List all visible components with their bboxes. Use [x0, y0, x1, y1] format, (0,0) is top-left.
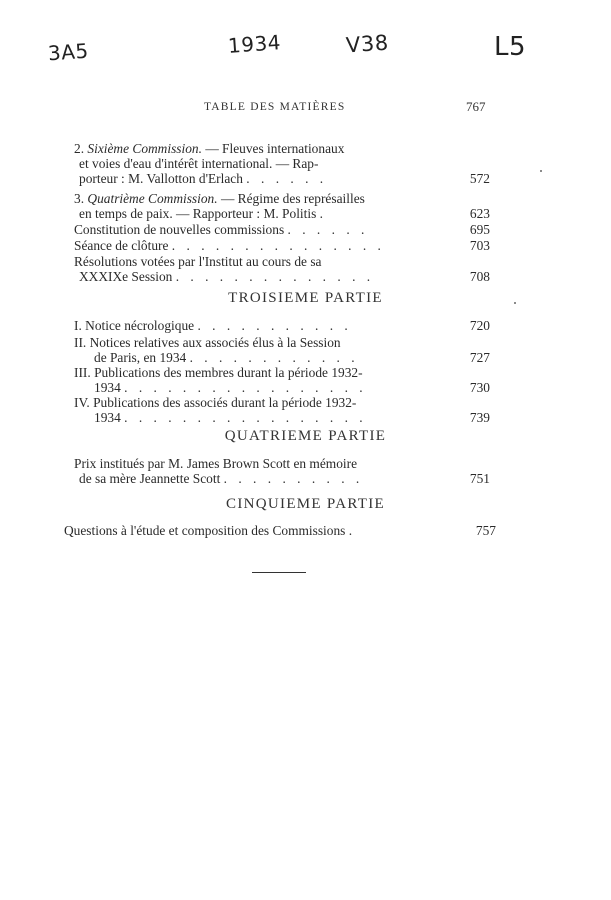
entry-line-text: XXXIXe Session: [79, 269, 173, 284]
leader-dots: . . . . . . . . . . . .: [189, 350, 359, 365]
entry-line-text: 1934: [94, 380, 121, 395]
entry-line: [74, 410, 446, 425]
handwritten-mark-call-number: 3A5: [47, 38, 90, 66]
page-number: 767: [466, 99, 486, 114]
scan-speck: [514, 302, 516, 304]
toc-entry: [74, 238, 490, 253]
handwritten-mark-shelf: L5: [494, 32, 527, 62]
entry-page-number: 623: [469, 206, 490, 221]
closing-rule: [252, 572, 306, 573]
entry-line: III. Publications des membres durant la période 1932-: [74, 365, 363, 380]
toc-block-commissions: [74, 141, 490, 284]
toc-entry: [74, 365, 490, 395]
entry-line: [74, 269, 446, 284]
section-heading-part5: CINQUIEME PARTIE: [226, 496, 385, 512]
toc-entry: [64, 523, 496, 538]
entry-page-number: 572: [469, 171, 490, 186]
entry-line: — Fleuves internationaux: [201, 141, 345, 156]
entry-line: Constitution de nouvelles commissions: [74, 222, 285, 237]
leader-dots: . . . . . . . . . . . . . . .: [171, 238, 385, 253]
entry-line-text: 1934: [94, 410, 121, 425]
section-heading-part3: TROISIEME PARTIE: [228, 290, 383, 306]
toc-block-part5: [64, 523, 496, 538]
leader-dots: . . . . . . . . . . .: [197, 318, 352, 333]
handwritten-mark-volume: V38: [345, 30, 390, 58]
leader-dots: . . . . . . . . . . . . . . . . .: [124, 380, 367, 395]
entry-line: — Régime des représailles: [217, 191, 365, 206]
entry-line-text: en temps de paix. — Rapporteur : M. Politis: [79, 206, 317, 221]
entry-line-text: porteur : M. Vallotton d'Erlach: [79, 171, 243, 186]
entry-page-number: 727: [469, 350, 490, 365]
entry-line: Séance de clôture: [74, 238, 169, 253]
entry-line: et voies d'eau d'intérêt international. — Rap-: [79, 156, 319, 171]
entry-line: Résolutions votées par l'Institut au cours de sa: [74, 254, 322, 269]
leader-dots: . . . . . . . . . . . . . . . . .: [124, 410, 367, 425]
toc-entry: [74, 191, 490, 221]
entry-line-text: de Paris, en 1934: [94, 350, 187, 365]
entry-line: Prix institués par M. James Brown Scott en mémoire: [74, 456, 358, 471]
section-heading-part4: QUATRIEME PARTIE: [224, 428, 387, 444]
handwritten-mark-year: 1934: [227, 30, 282, 58]
entry-italic-title: Quatrième Commission.: [87, 191, 218, 206]
entry-line-text: de sa mère Jeannette Scott: [79, 471, 221, 486]
leader-dots: . . . . . .: [246, 171, 328, 186]
toc-block-part3: [74, 318, 490, 425]
leader-dots: . . . . . . . . . .: [223, 471, 364, 486]
toc-block-part4: [74, 456, 490, 486]
entry-line: [74, 171, 446, 186]
running-head-title: TABLE DES MATIÈRES: [204, 101, 346, 113]
entry-page-number: 730: [469, 380, 490, 395]
toc-entry: [74, 456, 490, 486]
leader-dots: . . . . . .: [287, 222, 369, 237]
entry-page-number: 739: [469, 410, 490, 425]
entry-line: Questions à l'étude et composition des Commissions: [64, 523, 346, 538]
entry-page-number: 695: [469, 222, 490, 237]
leader-dots: .: [348, 523, 357, 538]
toc-entry: [74, 318, 490, 333]
entry-line: [74, 206, 446, 221]
entry-page-number: 751: [469, 471, 490, 486]
entry-line: I. Notice nécrologique: [74, 318, 195, 333]
toc-entry: [74, 395, 490, 425]
toc-entry: [74, 254, 490, 284]
entry-line: II. Notices relatives aux associés élus à la Session: [74, 335, 341, 350]
toc-entry: [74, 222, 490, 237]
entry-prefix: 2.: [74, 141, 85, 156]
entry-page-number: 708: [469, 269, 490, 284]
toc-entry: [74, 335, 490, 365]
leader-dots: . . . . . . . . . . . . . .: [175, 269, 375, 284]
scan-speck: [540, 170, 542, 172]
entry-page-number: 703: [469, 238, 490, 253]
entry-italic-title: Sixième Commission.: [87, 141, 202, 156]
entry-line: [74, 380, 446, 395]
entry-prefix: 3.: [74, 191, 85, 206]
entry-page-number: 720: [469, 318, 490, 333]
entry-page-number: 757: [475, 523, 496, 538]
entry-line: [74, 471, 446, 486]
entry-line: IV. Publications des associés durant la période 1932-: [74, 395, 357, 410]
toc-entry: [74, 141, 490, 186]
entry-line: [74, 350, 446, 365]
leader-dots: .: [319, 206, 328, 221]
